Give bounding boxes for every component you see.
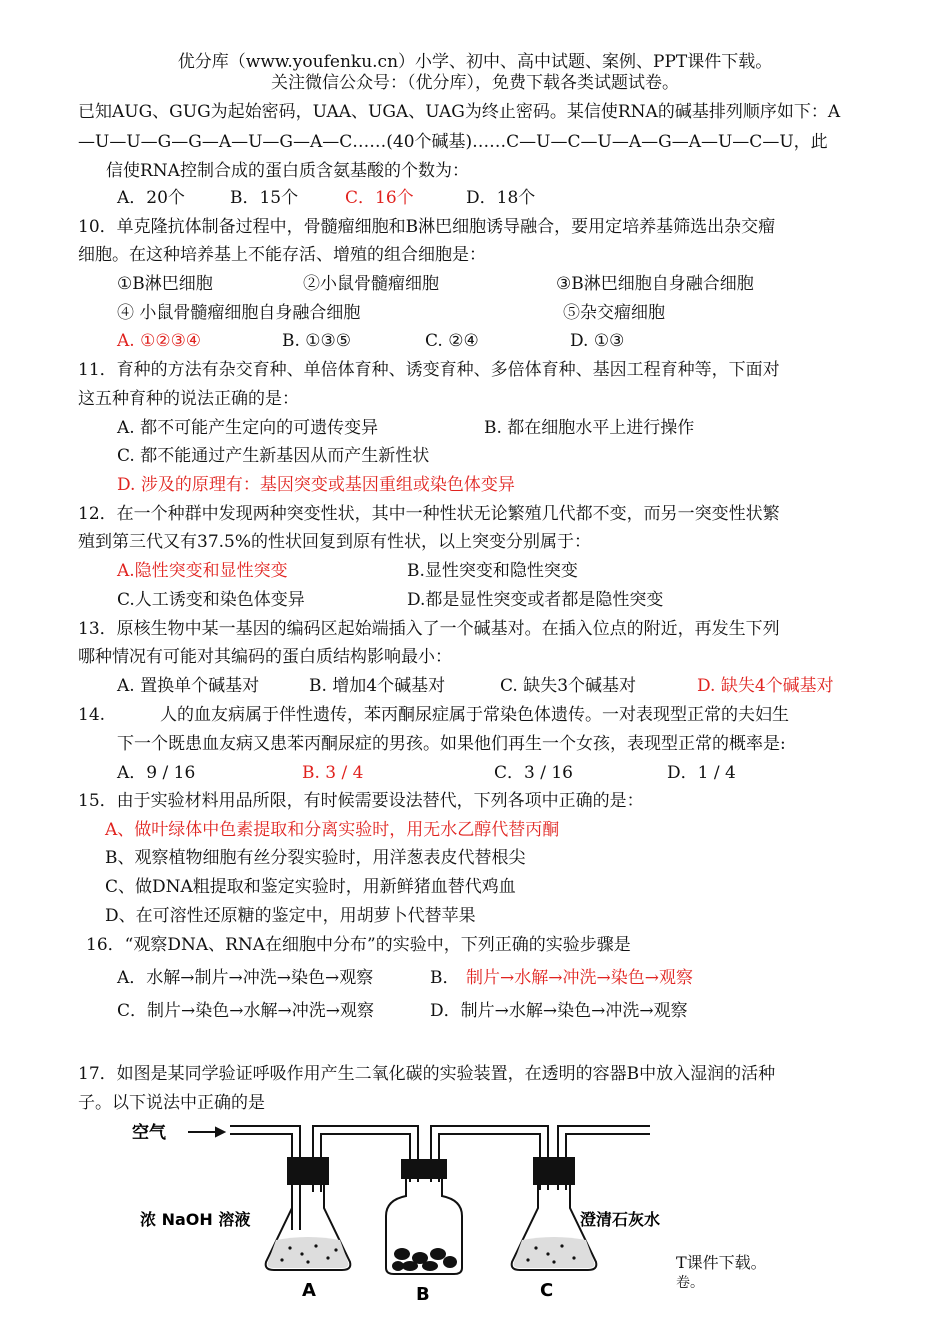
q10-item: ③B淋巴细胞自身融合细胞 (556, 274, 754, 294)
q12-stem: 12．在一个种群中发现两种突变性状，其中一种性状无论繁殖几代都不变，而另一突变性状繁 (78, 504, 780, 524)
q16-option-b-letter: B． (430, 968, 460, 988)
q13-option-d-answer: D. 缺失4个碱基对 (697, 676, 834, 696)
label-a: A (302, 1280, 316, 1301)
q13-option-c: C. 缺失3个碱基对 (500, 676, 637, 696)
q13-stem: 哪种情况有可能对其编码的蛋白质结构影响最小： (78, 647, 452, 667)
air-arrowhead-icon (216, 1128, 224, 1136)
site-header-line1: 优分库（www.youfenku.cn）小学、初中、高中试题、案例、PPT课件下载。 (177, 52, 773, 72)
q14-stem: 人的血友病属于伴性遗传，苯丙酮尿症属于常染色体遗传。一对表现型正常的夫妇生 (160, 705, 789, 725)
q9-option-d: D．18个 (466, 188, 536, 208)
q15-stem: 15．由于实验材料用品所限，有时候需要设法替代，下列各项中正确的是： (78, 791, 644, 811)
q10-item: ④ 小鼠骨髓瘤细胞自身融合细胞 (117, 303, 361, 323)
q11-stem: 11．育种的方法有杂交育种、单倍体育种、诱变育种、多倍体育种、基因工程育种等，下面对 (78, 360, 780, 380)
q17-stem: 子。以下说法中正确的是 (78, 1093, 265, 1113)
q14-stem: 下一个既患血友病又患苯丙酮尿症的男孩。如果他们再生一个女孩，表现型正常的概率是: (117, 734, 786, 754)
label-c: C (540, 1280, 554, 1301)
q10-item: ⑤杂交瘤细胞 (563, 303, 665, 323)
limewater-label: 澄清石灰水 (580, 1210, 661, 1229)
naoh-label: 浓 NaOH 溶液 (140, 1210, 251, 1229)
q10-option-b: B. ①③⑤ (282, 331, 352, 351)
q9-stem: 信使RNA控制合成的蛋白质含氨基酸的个数为： (106, 161, 469, 181)
q11-option-b: B. 都在细胞水平上进行操作 (484, 418, 695, 438)
q10-item: ①B淋巴细胞 (117, 274, 213, 294)
q10-stem: 细胞。在这种培养基上不能存活、增殖的组合细胞是： (78, 245, 486, 265)
q17-stem: 17．如图是某同学验证呼吸作用产生二氧化碳的实验装置，在透明的容器B中放入湿润的活种 (78, 1064, 776, 1084)
q16-option-c: C．制片→染色→水解→冲洗→观察 (117, 1001, 374, 1021)
footer-fragment-line2: 卷。 (676, 1275, 704, 1291)
q11-stem: 这五种育种的说法正确的是： (78, 389, 299, 409)
q14-option-d: D．1 / 4 (667, 763, 736, 783)
q15-option-b: B、观察植物细胞有丝分裂实验时，用洋葱表皮代替根尖 (105, 848, 526, 868)
q13-stem: 13．原核生物中某一基因的编码区起始端插入了一个碱基对。在插入位点的附近，再发生下列 (78, 619, 780, 639)
flask-a (266, 1158, 351, 1270)
q9-option-b: B．15个 (230, 188, 299, 208)
q12-option-b: B.显性突变和隐性突变 (407, 561, 578, 581)
q10-option-d: D. ①③ (570, 331, 625, 351)
q16-option-d: D．制片→水解→染色→冲洗→观察 (430, 1001, 688, 1021)
q14-option-b-answer: B. 3 / 4 (302, 763, 364, 783)
q14-number: 14. (78, 705, 106, 725)
tube-b-to-c (431, 1126, 548, 1190)
q11-option-c: C. 都不能通过产生新基因从而产生新性状 (117, 446, 430, 466)
q13-option-b: B. 增加4个碱基对 (309, 676, 446, 696)
site-header-line2: 关注微信公众号：（优分库），免费下载各类试题试卷。 (271, 73, 679, 93)
q16-option-a: A．水解→制片→冲洗→染色→观察 (117, 968, 374, 988)
q11-option-a: A. 都不可能产生定向的可遗传变异 (117, 418, 379, 438)
seeds-icon (392, 1248, 457, 1271)
q10-stem: 10．单克隆抗体制备过程中，骨髓瘤细胞和B淋巴细胞诱导融合，要用定培养基筛选出杂交瘤 (78, 217, 776, 237)
q12-option-a-answer: A.隐性突变和显性突变 (117, 561, 288, 581)
q10-option-a-answer: A. ①②③④ (117, 331, 202, 351)
apparatus-diagram (130, 1112, 780, 1342)
q10-option-c: C. ②④ (425, 331, 479, 351)
q15-option-c: C、做DNA粗提取和鉴定实验时，用新鲜猪血替代鸡血 (105, 877, 516, 897)
q9-option-a: A．20个 (117, 188, 185, 208)
q15-option-a-answer: A、做叶绿体中色素提取和分离实验时，用无水乙醇代替丙酮 (105, 820, 560, 840)
q16-option-b-answer: 制片→水解→冲洗→染色→观察 (466, 968, 693, 988)
label-b: B (416, 1284, 430, 1305)
air-label: 空气 (132, 1123, 166, 1143)
footer-fragment-line1: T课件下载。 (676, 1253, 767, 1272)
q12-stem: 殖到第三代又有37.5%的性状回复到原有性状，以上突变分别属于： (78, 532, 592, 552)
q9-stem: 已知AUG、GUG为起始密码，UAA、UGA、UAG为终止密码。某信使RNA的碱基排列顺序如下：A (78, 102, 841, 122)
q12-option-c: C.人工诱变和染色体变异 (117, 590, 305, 610)
q14-option-c: C．3 / 16 (494, 763, 573, 783)
q11-option-d-answer: D. 涉及的原理有：基因突变或基因重组或染色体变异 (117, 475, 515, 495)
q12-option-d: D.都是显性突变或者都是隐性突变 (407, 590, 664, 610)
q15-option-d: D、在可溶性还原糖的鉴定中，用胡萝卜代替苹果 (105, 906, 476, 926)
q9-stem: —U—U—G—G—A—U—G—A—C……(40个碱基)……C—U—C—U—A—G—A—U—C—U，此 (78, 132, 828, 152)
jar-b (386, 1160, 462, 1274)
q16-stem: 16．“观察DNA、RNA在细胞中分布”的实验中，下列正确的实验步骤是 (86, 935, 631, 955)
q10-item: ②小鼠骨髓瘤细胞 (303, 274, 439, 294)
q14-option-a: A．9 / 16 (117, 763, 196, 783)
q9-option-c-answer: C．16个 (345, 188, 414, 208)
q13-option-a: A. 置换单个碱基对 (117, 676, 260, 696)
